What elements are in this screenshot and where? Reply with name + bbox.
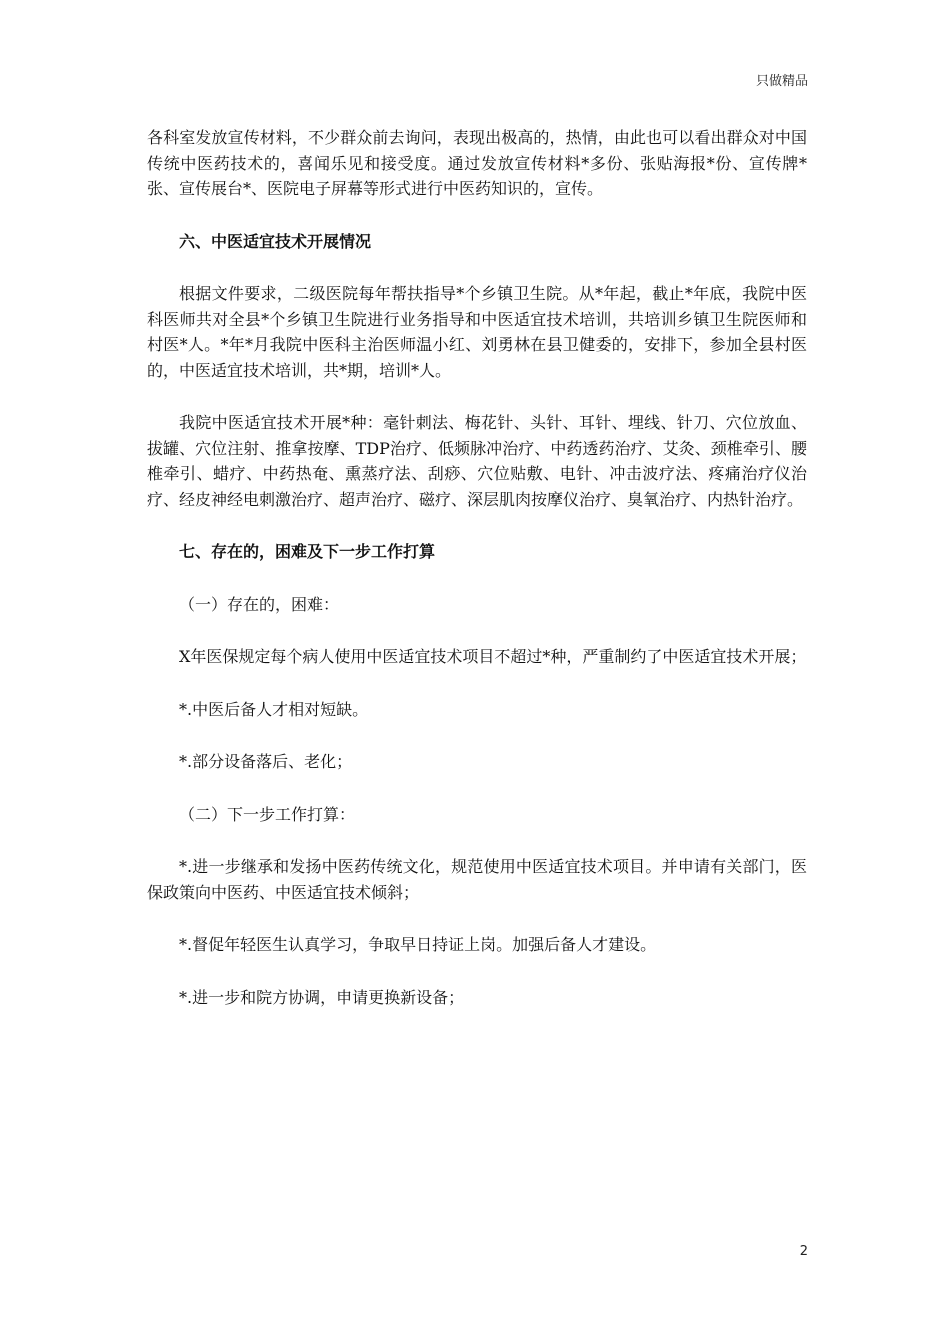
section-heading-7: 七、存在的，困难及下一步工作打算 [179,542,436,561]
subheading-difficulties: （一）存在的，困难： [179,594,340,614]
talent-shortage-item: *.中医后备人才相对短缺。 [179,699,369,719]
equipment-item: *.部分设备落后、老化； [179,752,353,771]
subheading-next-steps: （二）下一步工作打算： [179,804,356,824]
training-paragraph: 根据文件要求，二级医院每年帮扶指导*个乡镇卫生院。从*年起，截止*年底，我院中医科医师共对全县*个乡镇卫生院进行业务指导和中医适宜技术培训，共培训乡镇卫生院医师和村医*人。*年*月我院中医科主治医师温小红、刘勇林在县卫健委的，安排下，参加全县村医的，中医适宜技术培训，共*期，培训*人。 [147,284,807,380]
inherit-item: *.进一步继承和发扬中医药传统文化，规范使用中医适宜技术项目。并申请有关部门，医保政策向中医药、中医适宜技术倾斜； [147,857,807,902]
page-number: 2 [799,1244,808,1259]
intro-paragraph: 各科室发放宣传材料，不少群众前去询问，表现出极高的，热情，由此也可以看出群众对中国传统中医药技术的，喜闻乐见和接受度。通过发放宣传材料*多份、张贴海报*份、宣传牌*张、宣传展台*、医院电子屏幕等形式进行中医药知识的，宣传。 [147,128,807,198]
techniques-paragraph: 我院中医适宜技术开展*种：毫针刺法、梅花针、头针、耳针、埋线、针刀、穴位放血、拔罐、穴位注射、推拿按摩、TDP治疗、低频脉冲治疗、中药透药治疗、艾灸、颈椎牵引、腰椎牵引、蜡疗、中药热奄、熏蒸疗法、刮痧、穴位贴敷、电针、冲击波疗法、疼痛治疗仪治疗、经皮神经电刺激治疗、超声治疗、磁疗、深层肌肉按摩仪治疗、臭氧治疗、内热针治疗。 [147,413,807,509]
insurance-paragraph: X年医保规定每个病人使用中医适宜技术项目不超过*种，严重制约了中医适宜技术开展； [179,647,807,666]
coordinate-item: *.进一步和院方协调，申请更换新设备； [179,987,465,1007]
young-doctors-item: *.督促年轻医生认真学习，争取早日持证上岗。加强后备人才建设。 [179,935,657,954]
header-mark: 只做精品 [755,74,808,89]
section-heading-6: 六、中医适宜技术开展情况 [179,231,372,251]
document-body [147,125,807,1037]
